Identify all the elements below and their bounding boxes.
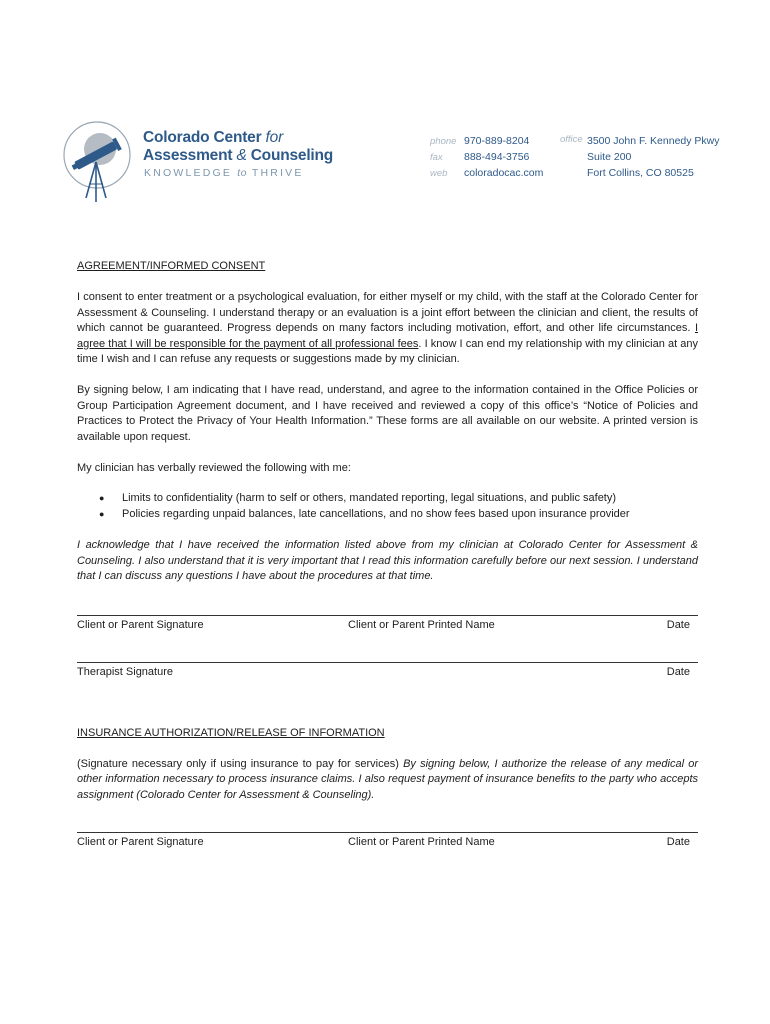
consent-paragraph: I consent to enter treatment or a psychological evaluation, for either myself or my child, with the staff at the Colorado Center for Assessment & Counseling. I understand therapy or an evaluation is a joint effort between the clinician and client, the results of which cannot be guaranteed. Progress depends on many factors including motivation, effort, and other life circumstances. I agree that I will be responsible for the payment of all professional fees. I know I can end my relationship with my clinician at any time I wish and I can refuse any requests or suggestions made by my clinician. xyxy=(77,291,699,366)
therapist-signature-label: Therapist Signature xyxy=(77,665,173,678)
signature-line[interactable] xyxy=(77,615,698,616)
insurance-paragraph: (Signature necessary only if using insurance to pay for services) By signing below, I authorize the release of any medical or other information necessary to process insurance claims. I also request payment of insurance benefits to the party who accepts assignment (Colorado Center for Assessment & Counseling). xyxy=(77,757,698,801)
contact-labels: phone fax web xyxy=(430,136,457,179)
fax-number: 888-494-3756 xyxy=(464,151,530,163)
therapist-signature-block xyxy=(77,662,698,681)
office-address: 3500 John F. Kennedy Pkwy Suite 200 Fort Collins, CO 80525 xyxy=(587,135,720,179)
client-printed-name-label: Client or Parent Printed Name xyxy=(348,836,495,849)
acknowledgement-paragraph: I acknowledge that I have received the information listed above from my clinician at Colorado Center for Assessment & Counseling. I also understand that it is very important that I read this information carefully before our next session. I understand that I can discuss any questions I have about the procedures at that time. xyxy=(77,539,698,583)
signature-line[interactable] xyxy=(77,832,698,833)
consent-heading: AGREEMENT/INFORMED CONSENT xyxy=(77,260,266,272)
organization-name: Colorado Center for Assessment & Counseling xyxy=(143,129,334,164)
client-signature-label: Client or Parent Signature xyxy=(77,836,204,849)
list-item: ● Limits to confidentiality (harm to self or others, mandated reporting, legal situations, and public safety) xyxy=(77,491,698,506)
reviewed-items-list xyxy=(77,491,698,522)
list-item: ● Policies regarding unpaid balances, late cancellations, and no show fees based upon insurance provider xyxy=(77,507,698,522)
date-label: Date xyxy=(666,836,690,849)
reviewed-intro: My clinician has verbally reviewed the following with me: xyxy=(77,462,351,475)
date-label: Date xyxy=(666,665,690,678)
signature-line[interactable] xyxy=(77,662,698,663)
client-printed-name-label: Client or Parent Printed Name xyxy=(348,618,495,631)
phone-number: 970-889-8204 xyxy=(464,135,530,147)
policies-paragraph: By signing below, I am indicating that I have read, understand, and agree to the information contained in the Office Policies or Group Participation Agreement document, and I have received and reviewed a copy of this office’s “Notice of Policies and Practices to Protect the Privacy of Your Health Information.” These forms are all available on our website. A printed version is available upon request. xyxy=(77,384,698,443)
contact-values xyxy=(464,133,543,181)
office-label: office xyxy=(560,134,583,145)
insurance-signature-block xyxy=(77,832,698,851)
client-signature-label: Client or Parent Signature xyxy=(77,618,204,631)
client-signature-block xyxy=(77,615,698,634)
telescope-logo-icon xyxy=(62,120,132,204)
date-label: Date xyxy=(666,618,690,631)
website: coloradocac.com xyxy=(464,167,544,179)
tagline: KNOWLEDGE to THRIVE xyxy=(144,167,304,179)
form-body xyxy=(77,259,698,851)
insurance-heading: INSURANCE AUTHORIZATION/RELEASE OF INFORMATION xyxy=(77,726,385,739)
